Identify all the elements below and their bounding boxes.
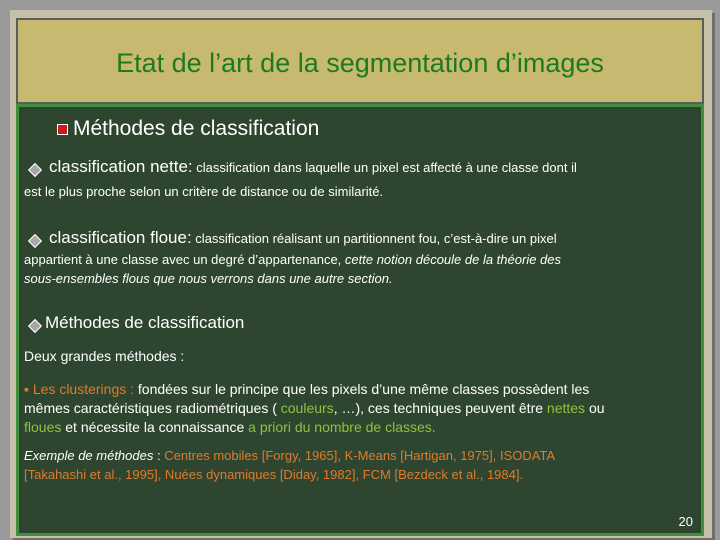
section-heading: Méthodes de classification bbox=[73, 117, 320, 140]
nette-text-1: classification dans laquelle un pixel est affecté à une classe dont il bbox=[192, 160, 577, 175]
floue-line-1 bbox=[49, 228, 557, 248]
clusterings-text-2b: , …), ces techniques peuvent être bbox=[333, 400, 547, 416]
floue-label: classification floue: bbox=[49, 228, 192, 247]
floue-text-1: classification réalisant un partitionnent fou, c’est-à-dire un pixel bbox=[191, 231, 557, 246]
floue-line-2 bbox=[24, 251, 561, 269]
floue-text-2a: appartient à une classe avec un degré d’appartenance, bbox=[24, 252, 345, 267]
diamond-bullet-icon bbox=[28, 319, 42, 333]
diamond-bullet-icon bbox=[28, 234, 42, 248]
red-square-bullet-icon bbox=[57, 124, 68, 135]
floue-text-2b: cette notion découle de la théorie des bbox=[344, 252, 562, 267]
clusterings-text-1: fondées sur le principe que les pixels d’une même classes possèdent les bbox=[134, 381, 590, 397]
exemple-line-1 bbox=[24, 447, 555, 465]
slide-title: Etat de l’art de la segmentation d’images bbox=[116, 48, 604, 78]
exemple-methods-2: [Takahashi et al., 1995], Nuées dynamiques [Diday, 1982], FCM [Bezdeck et al., 1984]. bbox=[24, 467, 524, 482]
title-bar bbox=[16, 18, 704, 104]
clusterings-line-2 bbox=[24, 399, 605, 418]
exemple-sep: : bbox=[153, 448, 165, 463]
apriori-term: a priori du nombre de classes. bbox=[248, 419, 436, 435]
clusterings-line-1 bbox=[24, 380, 589, 399]
clusterings-marker: ▪ bbox=[24, 381, 29, 397]
nette-line-1 bbox=[49, 157, 699, 177]
exemple-methods-1: Centres mobiles [Forgy, 1965], K-Means [Hartigan, 1975], ISODATA bbox=[164, 448, 556, 463]
clusterings-text-3a: et nécessite la connaissance bbox=[61, 419, 249, 435]
clusterings-text-2c: ou bbox=[585, 400, 605, 416]
clusterings-label: Les clusterings : bbox=[28, 381, 135, 397]
page-number: 20 bbox=[678, 514, 693, 529]
diamond-bullet-icon bbox=[28, 163, 42, 177]
nette-text-2: est le plus proche selon un critère de distance ou de similarité. bbox=[24, 184, 384, 199]
deux-grandes-methodes: Deux grandes méthodes : bbox=[24, 348, 185, 364]
methodes-label: Méthodes de classification bbox=[45, 313, 245, 332]
nettes-term: nettes bbox=[546, 400, 586, 416]
content-panel bbox=[16, 104, 704, 536]
clusterings-line-3 bbox=[24, 418, 436, 437]
couleurs-term: couleurs bbox=[280, 400, 334, 416]
floues-term: floues bbox=[24, 419, 62, 435]
clusterings-text-2a: mêmes caractéristiques radiométriques ( bbox=[24, 400, 281, 416]
nette-label: classification nette: bbox=[49, 157, 193, 176]
exemple-label: Exemple de méthodes bbox=[24, 448, 154, 463]
floue-text-3: sous-ensembles flous que nous verrons dans une autre section. bbox=[24, 271, 393, 286]
